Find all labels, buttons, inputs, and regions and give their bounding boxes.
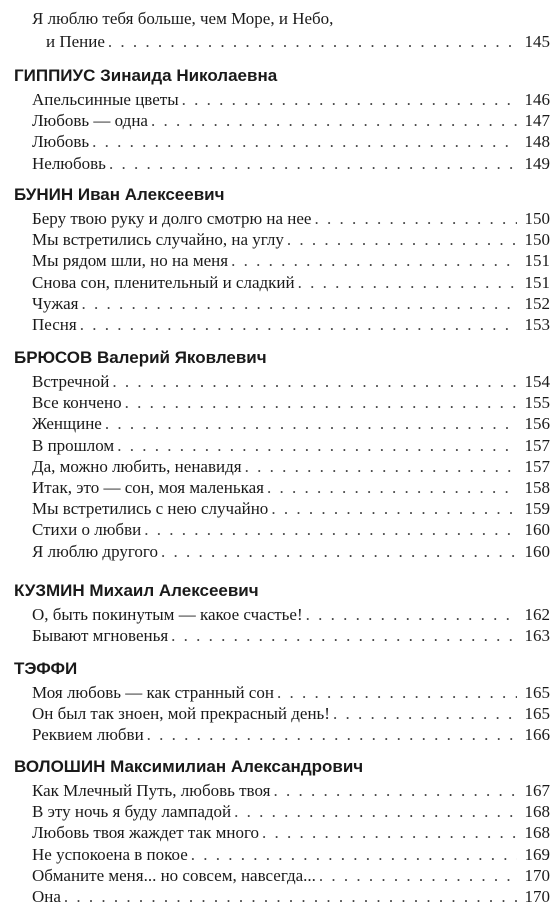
toc-entry-page: 152 [524, 293, 550, 313]
toc-entry-page: 162 [524, 605, 550, 624]
toc-entry-title: Песня [32, 315, 77, 334]
toc-entry-title: Беру твою руку и долго смотрю на нее [32, 209, 312, 228]
toc-entry [32, 89, 550, 111]
toc-entry-page: 150 [524, 230, 550, 250]
toc-entry-page: 157 [524, 456, 550, 476]
toc-entry-title: О, быть покинутым — какое счастье! [32, 605, 303, 624]
toc-entry [32, 392, 550, 414]
dot-leader [333, 703, 517, 725]
dot-leader [231, 250, 517, 272]
toc-entry [32, 886, 550, 908]
toc-entry [32, 371, 550, 393]
toc-entry [32, 780, 550, 802]
dot-leader [171, 625, 517, 647]
toc-entry-page: 146 [524, 90, 550, 109]
toc-entry-title: Итак, это — сон, моя маленькая [32, 478, 264, 497]
toc-entry [32, 250, 550, 272]
toc-entry [32, 456, 550, 478]
toc-entry [32, 724, 550, 746]
toc-entry-page: 168 [524, 802, 550, 822]
toc-entry-title: Стихи о любви [32, 520, 142, 540]
toc-entry-title: Мы рядом шли, но на меня [32, 251, 229, 271]
toc-entry [32, 865, 550, 887]
toc-entry [32, 625, 550, 647]
toc-entry-page: 168 [524, 823, 550, 843]
toc-entry [32, 519, 550, 541]
dot-leader [267, 477, 517, 499]
toc-entry-title: Нелюбовь [32, 153, 106, 173]
toc-entry-page: 166 [524, 725, 550, 745]
toc-entry [32, 435, 550, 457]
toc-entry [32, 604, 550, 626]
dot-leader [191, 844, 517, 866]
toc-entry-title: Обманите меня... но совсем, навсегда... [32, 865, 316, 885]
toc-entry-title: Мы встретились случайно, на углу [32, 230, 284, 250]
dot-leader [182, 89, 517, 111]
dot-leader [271, 498, 517, 520]
toc-entry-title: Она [32, 887, 61, 906]
toc-entry-page: 160 [524, 541, 550, 561]
section-author: КУЗМИН Михаил Алексеевич [14, 581, 259, 600]
toc-entry-page: 149 [524, 153, 550, 173]
toc-entry-page: 154 [524, 372, 550, 391]
section-author: ГИППИУС Зинаида Николаевна [14, 66, 278, 85]
toc-entry-title: Чужая [32, 293, 79, 313]
dot-leader [262, 822, 517, 844]
toc-entry [32, 541, 550, 563]
dot-leader [147, 724, 517, 746]
toc-entry [32, 229, 550, 251]
dot-leader [144, 519, 517, 541]
toc-entry-page: 151 [524, 251, 550, 271]
toc-entry-page: 150 [524, 209, 550, 228]
toc-entry-title: В прошлом [32, 435, 115, 455]
toc-entry-page: 163 [524, 626, 550, 646]
toc-entry-page: 167 [524, 781, 550, 800]
toc-entry [32, 314, 550, 336]
toc-entry-title: Моя любовь — как странный сон [32, 683, 274, 702]
dot-leader [151, 110, 517, 132]
toc-entry-title: Любовь [32, 132, 90, 152]
dot-leader [287, 229, 517, 251]
section-author: БРЮСОВ Валерий Яковлевич [14, 348, 267, 367]
toc-entry [32, 844, 550, 866]
dot-leader [92, 131, 517, 153]
toc-entry-page: 160 [524, 520, 550, 540]
dot-leader [298, 272, 517, 294]
section-author: ТЭФФИ [14, 659, 78, 678]
toc-entry-page: 170 [524, 887, 550, 906]
toc-entry-title: Реквием любви [32, 725, 144, 745]
dot-leader [161, 541, 517, 563]
toc-entry-page: 148 [524, 132, 550, 152]
toc-entry-page: 159 [524, 499, 550, 519]
toc-entry [32, 822, 550, 844]
dot-leader [273, 780, 517, 802]
toc-entry-page: 151 [524, 272, 550, 292]
toc-entry [32, 703, 550, 725]
dot-leader [319, 865, 517, 887]
toc-entry-title: Как Млечный Путь, любовь твоя [32, 781, 271, 800]
toc-entry-title: В эту ночь я буду лампадой [32, 802, 232, 822]
dot-leader [80, 314, 517, 336]
toc-entry [32, 801, 550, 823]
dot-leader [105, 413, 517, 435]
toc-entry [32, 413, 550, 435]
toc-entry-page: 165 [524, 683, 550, 702]
toc-entry [32, 110, 550, 132]
toc-entry-title: Встречной [32, 372, 110, 391]
toc-entry-page: 145 [524, 32, 550, 51]
toc-entry-title-line1: Я люблю тебя больше, чем Море, и Небо, [32, 9, 334, 28]
toc-entry-title: Все кончено [32, 393, 122, 413]
section-author: ВОЛОШИН Максимилиан Александрович [14, 757, 364, 776]
toc-entry-page: 165 [524, 704, 550, 724]
toc-entry [32, 498, 550, 520]
toc-entry-title: Бывают мгновенья [32, 626, 169, 646]
dot-leader [64, 886, 517, 908]
section-author: БУНИН Иван Алексеевич [14, 185, 225, 204]
toc-entry-title: Апельсинные цветы [32, 90, 179, 109]
toc-entry-title: Да, можно любить, ненавидя [32, 456, 242, 476]
dot-leader [109, 153, 517, 175]
dot-leader [125, 392, 517, 414]
dot-leader [314, 208, 517, 230]
toc-entry-page: 170 [524, 865, 550, 885]
toc-entry-title: Любовь — одна [32, 111, 148, 131]
toc-entry-page: 147 [524, 111, 550, 131]
toc-entry [32, 208, 550, 230]
toc-entry-page: 169 [524, 844, 550, 864]
toc-entry [32, 682, 550, 704]
toc-entry [32, 293, 550, 315]
toc-entry-title: Он был так зноен, мой прекрасный день! [32, 704, 330, 724]
toc-entry-title: Я люблю другого [32, 541, 158, 561]
toc-entry-page: 158 [524, 478, 550, 497]
dot-leader [245, 456, 517, 478]
dot-leader [234, 801, 517, 823]
toc-entry-title: Любовь твоя жаждет так много [32, 823, 260, 843]
dot-leader [306, 604, 517, 626]
toc-entry-page: 157 [524, 435, 550, 455]
toc-entry-title: Снова сон, пленительный и сладкий [32, 272, 295, 292]
toc-entry-page: 153 [524, 315, 550, 334]
toc-entry-title: Не успокоена в покое [32, 844, 188, 864]
dot-leader [112, 371, 517, 393]
toc-entry [32, 131, 550, 153]
toc-entry [32, 272, 550, 294]
toc-entry-title: Мы встретились с нею случайно [32, 499, 269, 519]
toc-entry [46, 31, 550, 53]
toc-entry [32, 477, 550, 499]
dot-leader [277, 682, 517, 704]
toc-entry [32, 153, 550, 175]
toc-entry-page: 156 [524, 414, 550, 434]
dot-leader [117, 435, 517, 457]
toc-entry-title: и Пение [46, 32, 105, 51]
toc-entry-page: 155 [524, 393, 550, 413]
dot-leader [108, 31, 517, 53]
toc-entry-title: Женщине [32, 414, 102, 434]
dot-leader [81, 293, 517, 315]
